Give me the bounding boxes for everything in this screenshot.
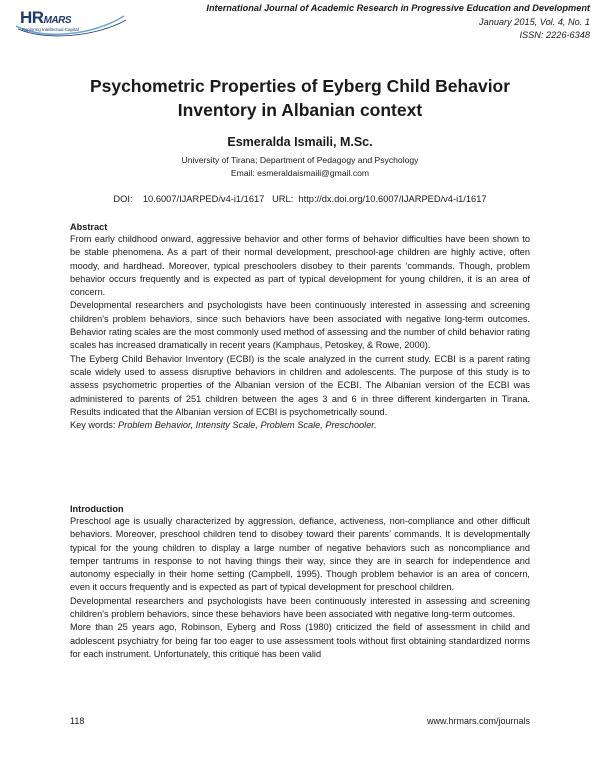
hrmars-logo (12, 6, 130, 40)
journal-issue: January 2015, Vol. 4, No. 1 (479, 16, 590, 27)
introduction-paragraph: Preschool age is usually characterized by aggression, defiance, activeness, non-compliance and other difficult behaviors. Moreover, preschool children tend to disobey toward their parents’ commands. It is developmentally typical for the young children to display a large number of negative behaviors such as noncompliance and temper tantrums in response to not having things their way, since they are in search for independence and autonomy especially in their home setting (Campbell, 1995). Though problem behavior is an area of concern, even it occurs frequently and is expected as part of typical development for preschool children. (70, 516, 530, 593)
abstract-paragraph: Developmental researchers and psychologists have been continuously interested in assessing and screening children’s problem behaviors, since such behaviors have been associated with negative long-term outcomes. Behavior rating scales are the most commonly used method of assessing and the number of child behavior rating scales has increased dramatically in recent years (Kamphaus, Petoskey, & Rowe, 2000). (70, 300, 530, 351)
logo-tagline: Exploring Intellectual Capital (22, 27, 79, 32)
author-name: Esmeralda Ismaili, M.Sc. (227, 135, 373, 149)
doi-label: DOI: (113, 194, 133, 204)
footer-url[interactable]: www.hrmars.com/journals (426, 716, 530, 726)
doi-url[interactable]: http://dx.doi.org/10.6007/IJARPED/v4-i1/1617 (298, 194, 487, 204)
doi-line (0, 194, 600, 204)
journal-name: International Journal of Academic Research in Progressive Education and Development (206, 3, 590, 13)
abstract-paragraph: The Eyberg Child Behavior Inventory (ECBI) is the scale analyzed in the current study. ECBI is a parent rating scale widely used to assess disruptive behaviors in children and adolescents. The purpose of this study is to assess psychometric properties of the Albanian version of the ECBI. The Albanian version of the ECBI was administered to parents of 251 children between the ages 3 and 6 in three different kindergarten in Tirana. Results indicated that the Albanian version of ECBI is psychometrically sound. (70, 353, 530, 417)
author-email: Email: esmeraldaismaili@gmail.com (230, 167, 370, 178)
keywords-label: Key words: (70, 420, 116, 431)
introduction-paragraph: More than 25 years ago, Robinson, Eyberg and Ross (1980) criticized the field of assessment in child and adolescent psychiatry for being far too eager to use assessment tools without first obtaining standardized norms for each instrument. Unfortunately, this critique has been valid (70, 622, 530, 659)
paper-title (0, 74, 600, 122)
introduction-section (70, 504, 530, 661)
abstract-section (70, 222, 530, 432)
keywords (70, 419, 530, 432)
page-number: 118 (70, 716, 85, 726)
abstract-heading: Abstract (70, 222, 108, 232)
author-affiliation-block (0, 154, 600, 179)
journal-issn: ISSN: 2226-6348 (519, 30, 590, 40)
title-line-2: Inventory in Albanian context (177, 100, 423, 120)
introduction-heading: Introduction (70, 504, 124, 514)
url-label: URL: (272, 194, 294, 204)
journal-info (206, 2, 590, 43)
logo-brand: HR (20, 8, 44, 27)
keywords-values: Problem Behavior, Intensity Scale, Problem Scale, Preschooler. (118, 420, 377, 431)
author-affiliation: University of Tirana; Department of Pedagogy and Psychology (181, 155, 419, 165)
title-line-1: Psychometric Properties of Eyberg Child Behavior (89, 76, 511, 96)
logo-brand-suffix: MARS (43, 15, 72, 26)
doi-value: 10.6007/IJARPED/v4-i1/1617 (142, 194, 265, 204)
logo-wordmark (20, 8, 71, 28)
abstract-paragraph: From early childhood onward, aggressive behavior and other forms of behavior difficulties have been shown to be stable phenomena. As a part of their normal development, preschool-age children are highly active, often moody, and hardhead. Moreover, typical preschoolers disobey to their parents ‘commands. Though, problem behavior occurs frequently and is expected as part of typical development for young children, it is an area of concern. (70, 234, 530, 298)
introduction-paragraph: Developmental researchers and psychologists have been continuously interested in assessing and screening children’s problem behaviors, since these behaviors have been associated with negative long-term outcomes. (70, 595, 530, 620)
